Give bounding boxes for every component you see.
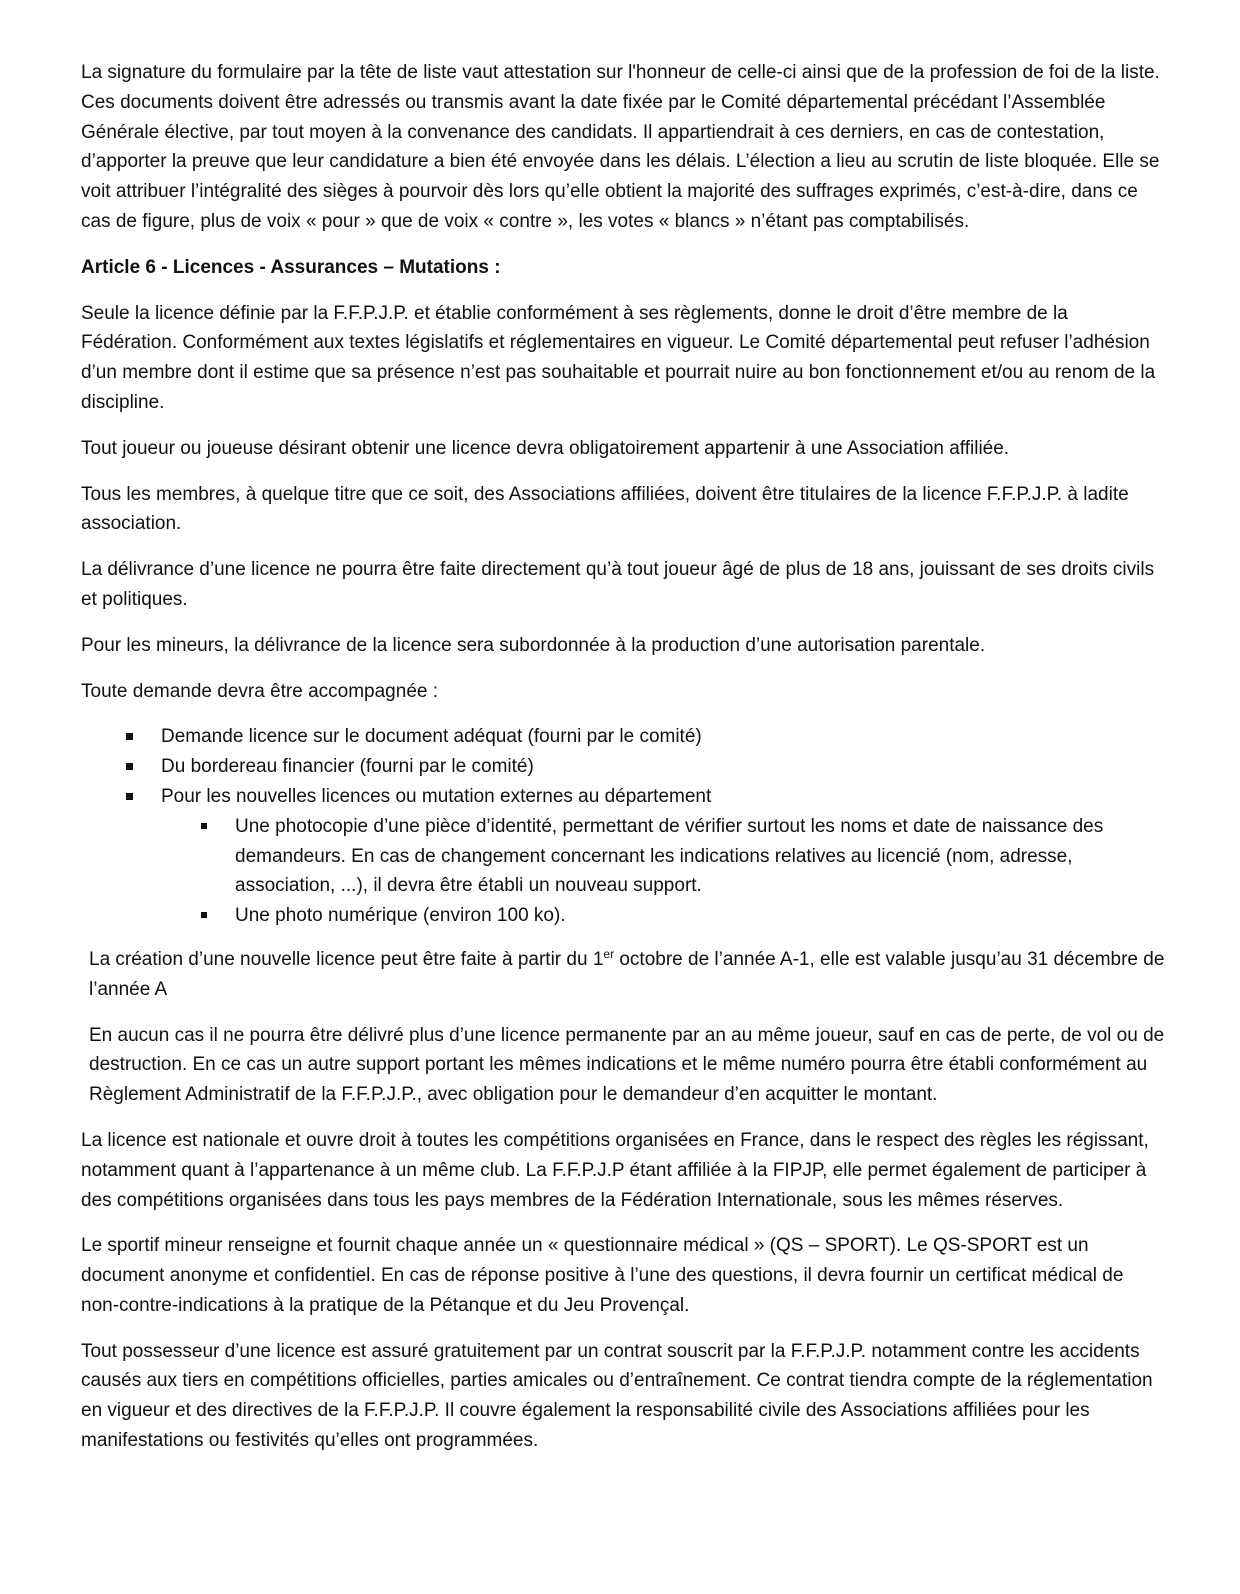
sub-list-item xyxy=(161,812,1166,901)
creation-text-before: La création d’une nouvelle licence peut être faite à partir du 1 xyxy=(89,948,604,970)
paragraph-license-creation xyxy=(89,945,1166,1005)
paragraph-license-definition: Seule la licence définie par la F.F.P.J.P. et établie conformément à ses règlements, donne le droit d’être membre de la Fédération. Conformément aux textes législatifs et réglementaires en vigueur. Le Comité départemental peut refuser l’adhésion d’un membre dont il estime que sa présence n’est pas souhaitable et pourrait nuire au bon fonctionnement et/ou au renom de la discipline. xyxy=(81,302,1156,413)
paragraph-player-affiliation: Tout joueur ou joueuse désirant obtenir une licence devra obligatoirement appartenir à une Association affiliée. xyxy=(81,437,1010,459)
requirements-list xyxy=(81,722,1166,931)
list-item-text: Demande licence sur le document adéquat (fourni par le comité) xyxy=(161,726,702,748)
paragraph-insurance: Tout possesseur d’une licence est assuré gratuitement par un contrat souscrit par la F.F.P.J.P. notamment contre les accidents causés aux tiers en compétitions officielles, parties amicales ou d’entraînement. Ce contrat tiendra compte de la réglementation en vigueur et des directives de la F.F.P.J.P. Il couvre également la responsabilité civile des Associations affiliées pour les manifestations ou festivités qu’elles ont programmées. xyxy=(81,1340,1153,1452)
creation-text-after: octobre de l’année A-1, elle est valable jusqu’au 31 décembre de l’année A xyxy=(89,948,1165,1000)
list-item-text: Du bordereau financier (fourni par le comité) xyxy=(161,756,534,778)
list-item xyxy=(81,752,1166,782)
list-item-text: Pour les nouvelles licences ou mutation externes au département xyxy=(161,785,712,807)
sub-list-item-text: Une photo numérique (environ 100 ko). xyxy=(235,905,566,927)
document-page xyxy=(81,58,1166,1472)
paragraph-members-license: Tous les membres, à quelque titre que ce soit, des Associations affiliées, doivent être titulaires de la licence F.F.P.J.P. à ladite association. xyxy=(81,483,1129,535)
sub-requirements-list xyxy=(161,812,1166,931)
sub-list-item xyxy=(161,901,1166,931)
paragraph-medical-questionnaire: Le sportif mineur renseigne et fournit chaque année un « questionnaire médical » (QS – SPORT). Le QS-SPORT est un document anonyme et confidentiel. En cas de réponse positive à l’une des questions, il devra fournir un certificat médical de non-contre-indications à la pratique de la Pétanque et du Jeu Provençal. xyxy=(81,1235,1124,1316)
list-item xyxy=(81,782,1166,931)
paragraph-no-duplicate-license: En aucun cas il ne pourra être délivré plus d’une licence permanente par an au même joueur, sauf en cas de perte, de vol ou de destruction. En ce cas un autre support portant les mêmes indications et le même numéro pourra être établi conformément au Règlement Administratif de la F.F.P.J.P., avec obligation pour le demandeur d’en acquitter le montant. xyxy=(89,1024,1165,1106)
list-item xyxy=(81,722,1166,752)
paragraph-request: Toute demande devra être accompagnée : xyxy=(81,680,439,702)
paragraph-minors: Pour les mineurs, la délivrance de la licence sera subordonnée à la production d’une autorisation parentale. xyxy=(81,634,986,656)
paragraph-license-delivery: La délivrance d’une licence ne pourra être faite directement qu’à tout joueur âgé de plus de 18 ans, jouissant de ses droits civils et politiques. xyxy=(81,559,1155,610)
sub-list-item-text: Une photocopie d’une pièce d’identité, permettant de vérifier surtout les noms et date de naissance des demandeurs. En cas de changement concernant les indications relatives au licencié (nom, adresse, association, ...), il devra être établi un nouveau support. xyxy=(235,815,1104,897)
ordinal-superscript: er xyxy=(603,946,615,961)
article-6-heading: Article 6 - Licences - Assurances – Mutations : xyxy=(81,256,501,278)
paragraph-national-license: La licence est nationale et ouvre droit à toutes les compétitions organisées en France, dans le respect des règles les régissant, notamment quant à l’appartenance à un même club. La F.F.P.J.P étant affiliée à la FIPJP, elle permet également de participer à des compétitions organisées dans tous les pays membres de la Fédération Internationale, sous les mêmes réserves. xyxy=(81,1129,1149,1211)
paragraph-election: La signature du formulaire par la tête de liste vaut attestation sur l'honneur de celle-ci ainsi que de la profession de foi de la liste. Ces documents doivent être adressés ou transmis avant la date fixée par le Comité départemental précédant l’Assemblée Générale élective, par tout moyen à la convenance des candidats. Il appartiendrait à ces derniers, en cas de contestation, d’apporter la preuve que leur candidature a bien été envoyée dans les délais. L’élection a lieu au scrutin de liste bloquée. Elle se voit attribuer l’intégralité des sièges à pourvoir dès lors qu’elle obtient la majorité des suffrages exprimés, c’est-à-dire, dans ce cas de figure, plus de voix « pour » que de voix « contre », les votes « blancs » n’étant pas comptabilisés. xyxy=(81,62,1160,232)
